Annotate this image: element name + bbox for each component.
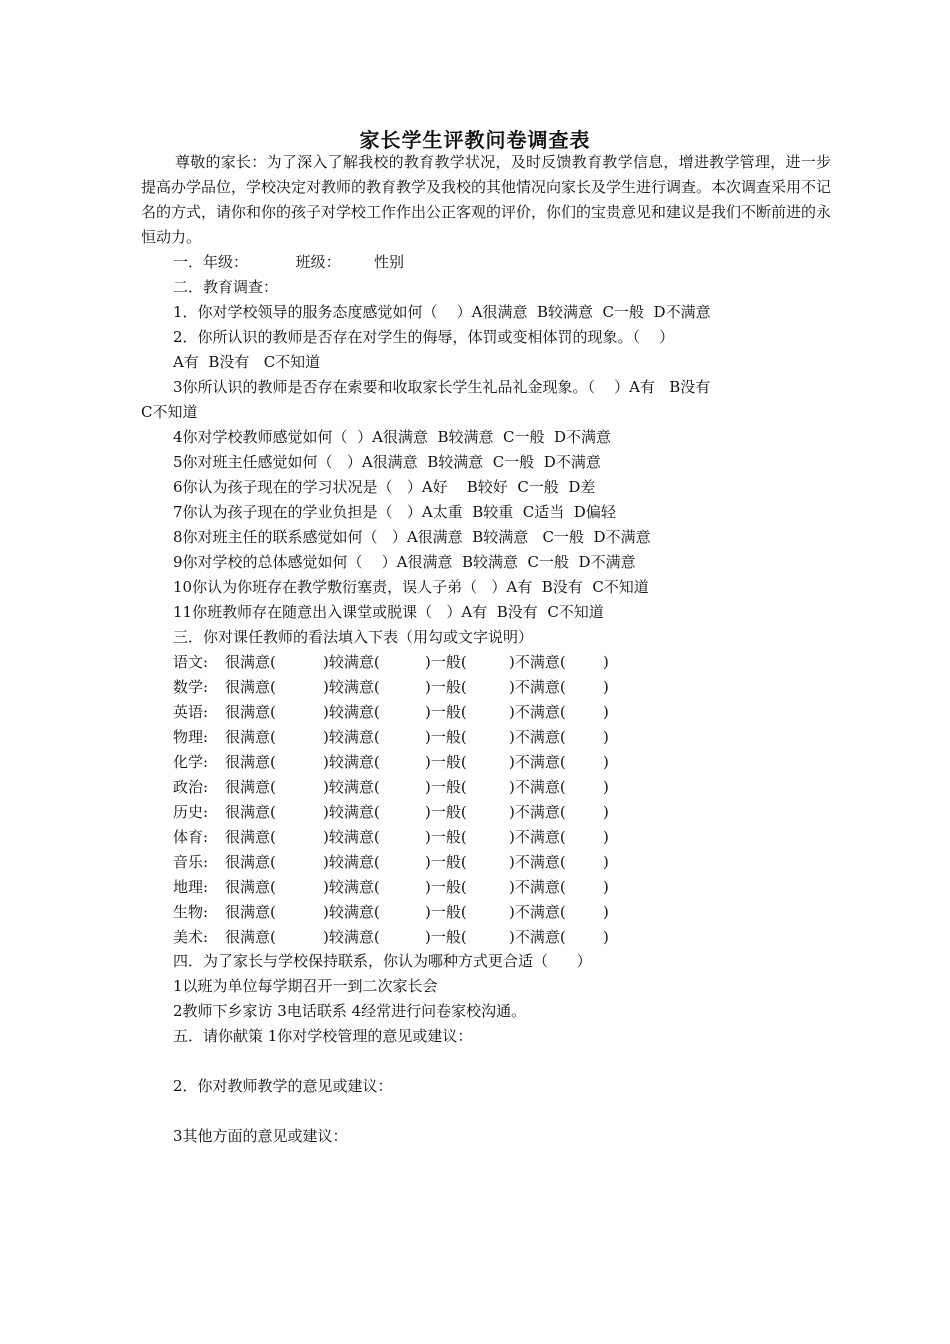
rating-option: ): [603, 678, 609, 696]
rating-option: )不满意(: [509, 903, 566, 921]
rating-option: ): [603, 878, 609, 896]
rating-option: ): [603, 853, 609, 871]
question-10: 10你认为你班存在教学敷衍塞责，误人子弟（ ）A有 B没有 C不知道: [173, 578, 649, 596]
question-7: 7你认为孩子现在的学业负担是（ ）A太重 B较重 C适当 D偏轻: [173, 503, 616, 521]
rating-option: 很满意(: [225, 853, 276, 871]
rating-option: )不满意(: [509, 828, 566, 846]
subject-name: 音乐:: [173, 853, 209, 871]
subject-name: 历史:: [173, 803, 209, 821]
question-6: 6你认为孩子现在的学习状况是（ ）A好 B较好 C一般 D差: [173, 478, 596, 496]
subject-name: 体育:: [173, 828, 209, 846]
question-3-continued: C不知道: [141, 403, 198, 421]
rating-option: )不满意(: [509, 803, 566, 821]
intro-paragraph: 尊敬的家长：为了深入了解我校的教育教学状况，及时反馈教育教学信息，增进教学管理，进一步提高办学品位，学校决定对教师的教育教学及我校的其他情况向家长及学生进行调查。本次调查采用不记名的方式，请你和你的孩子对学校工作作出公正客观的评价，你们的宝贵意见和建议是我们不断前进的永恒动力。: [141, 153, 832, 246]
subject-name: 数学:: [173, 678, 209, 696]
rating-option: )较满意(: [323, 803, 380, 821]
rating-option: )不满意(: [509, 728, 566, 746]
subject-name: 物理:: [173, 728, 209, 746]
rating-option: )一般(: [425, 753, 467, 771]
rating-option: )不满意(: [509, 853, 566, 871]
rating-option: )不满意(: [509, 928, 566, 946]
rating-option: )一般(: [425, 878, 467, 896]
subject-name: 政治:: [173, 778, 209, 796]
rating-option: )较满意(: [323, 728, 380, 746]
rating-option: )一般(: [425, 828, 467, 846]
rating-option: )一般(: [425, 653, 467, 671]
rating-option: 很满意(: [225, 878, 276, 896]
rating-option: )较满意(: [323, 678, 380, 696]
rating-option: ): [603, 928, 609, 946]
question-9: 9你对学校的总体感觉如何（ ）A很满意 B较满意 C一般 D不满意: [173, 553, 636, 571]
rating-option: )不满意(: [509, 753, 566, 771]
rating-option: )不满意(: [509, 653, 566, 671]
rating-option: 很满意(: [225, 728, 276, 746]
question-4: 4你对学校教师感觉如何（ ）A很满意 B较满意 C一般 D不满意: [173, 428, 612, 446]
rating-option: ): [603, 778, 609, 796]
question-8: 8你对班主任的联系感觉如何（ ）A很满意 B较满意 C一般 D不满意: [173, 528, 651, 546]
section4-title: 四．为了家长与学校保持联系，你认为哪种方式更合适（ ）: [173, 952, 592, 970]
rating-option: 很满意(: [225, 903, 276, 921]
rating-option: )不满意(: [509, 778, 566, 796]
subject-name: 生物:: [173, 903, 209, 921]
rating-option: )较满意(: [323, 903, 380, 921]
rating-option: )较满意(: [323, 878, 380, 896]
rating-option: )一般(: [425, 678, 467, 696]
rating-option: )一般(: [425, 903, 467, 921]
question-5: 5你对班主任感觉如何（ ）A很满意 B较满意 C一般 D不满意: [173, 453, 601, 471]
rating-option: 很满意(: [225, 928, 276, 946]
rating-option: )不满意(: [509, 703, 566, 721]
rating-option: )较满意(: [323, 928, 380, 946]
rating-option: )一般(: [425, 703, 467, 721]
rating-option: ): [603, 728, 609, 746]
rating-option: ): [603, 828, 609, 846]
question-11: 11你班教师存在随意出入课堂或脱课（ ）A有 B没有 C不知道: [173, 603, 604, 621]
rating-option: )较满意(: [323, 778, 380, 796]
rating-option: 很满意(: [225, 678, 276, 696]
rating-option: )较满意(: [323, 828, 380, 846]
rating-option: 很满意(: [225, 778, 276, 796]
section2-title: 二．教育调查：: [173, 278, 279, 296]
rating-option: )一般(: [425, 728, 467, 746]
question-2-options: A有 B没有 C不知道: [173, 353, 321, 371]
rating-option: )较满意(: [323, 753, 380, 771]
question-1: 1．你对学校领导的服务态度感觉如何（ ）A很满意 B较满意 C一般 D不满意: [173, 303, 711, 321]
rating-option: 很满意(: [225, 803, 276, 821]
rating-option: )较满意(: [323, 653, 380, 671]
section1-basic-info: 一．年级： 班级： 性别: [173, 253, 405, 271]
rating-option: 很满意(: [225, 703, 276, 721]
rating-option: )较满意(: [323, 853, 380, 871]
section5-title: 五．请你献策 1你对学校管理的意见或建议：: [173, 1027, 473, 1045]
question-3: 3你所认识的教师是否存在索要和收取家长学生礼品礼金现象。（ ）A有 B没有: [173, 378, 711, 396]
rating-option: )较满意(: [323, 703, 380, 721]
rating-option: )一般(: [425, 803, 467, 821]
section4-option-1: 1以班为单位每学期召开一到二次家长会: [173, 977, 438, 995]
section5-question-3: 3其他方面的意见或建议：: [173, 1127, 348, 1145]
document-title: 家长学生评教问卷调查表: [359, 128, 591, 152]
rating-option: ): [603, 653, 609, 671]
subject-name: 语文:: [173, 653, 209, 671]
rating-option: )一般(: [425, 928, 467, 946]
rating-option: )一般(: [425, 853, 467, 871]
rating-option: )不满意(: [509, 678, 566, 696]
subject-name: 英语:: [173, 703, 209, 721]
subject-name: 美术:: [173, 928, 209, 946]
rating-option: 很满意(: [225, 753, 276, 771]
question-2: 2．你所认识的教师是否存在对学生的侮辱，体罚或变相体罚的现象。（ ）: [173, 328, 675, 346]
rating-option: )一般(: [425, 778, 467, 796]
subject-name: 化学:: [173, 753, 209, 771]
rating-option: ): [603, 803, 609, 821]
rating-option: ): [603, 753, 609, 771]
rating-option: 很满意(: [225, 653, 276, 671]
rating-option: 很满意(: [225, 828, 276, 846]
rating-option: )不满意(: [509, 878, 566, 896]
section3-title: 三．你对课任教师的看法填入下表（用勾或文字说明）: [173, 628, 534, 646]
rating-option: ): [603, 903, 609, 921]
rating-option: ): [603, 703, 609, 721]
section4-option-2: 2教师下乡家访 3电话联系 4经常进行问卷家校沟通。: [173, 1002, 527, 1020]
subject-name: 地理:: [173, 878, 209, 896]
section5-question-2: 2．你对教师教学的意见或建议：: [173, 1077, 393, 1095]
